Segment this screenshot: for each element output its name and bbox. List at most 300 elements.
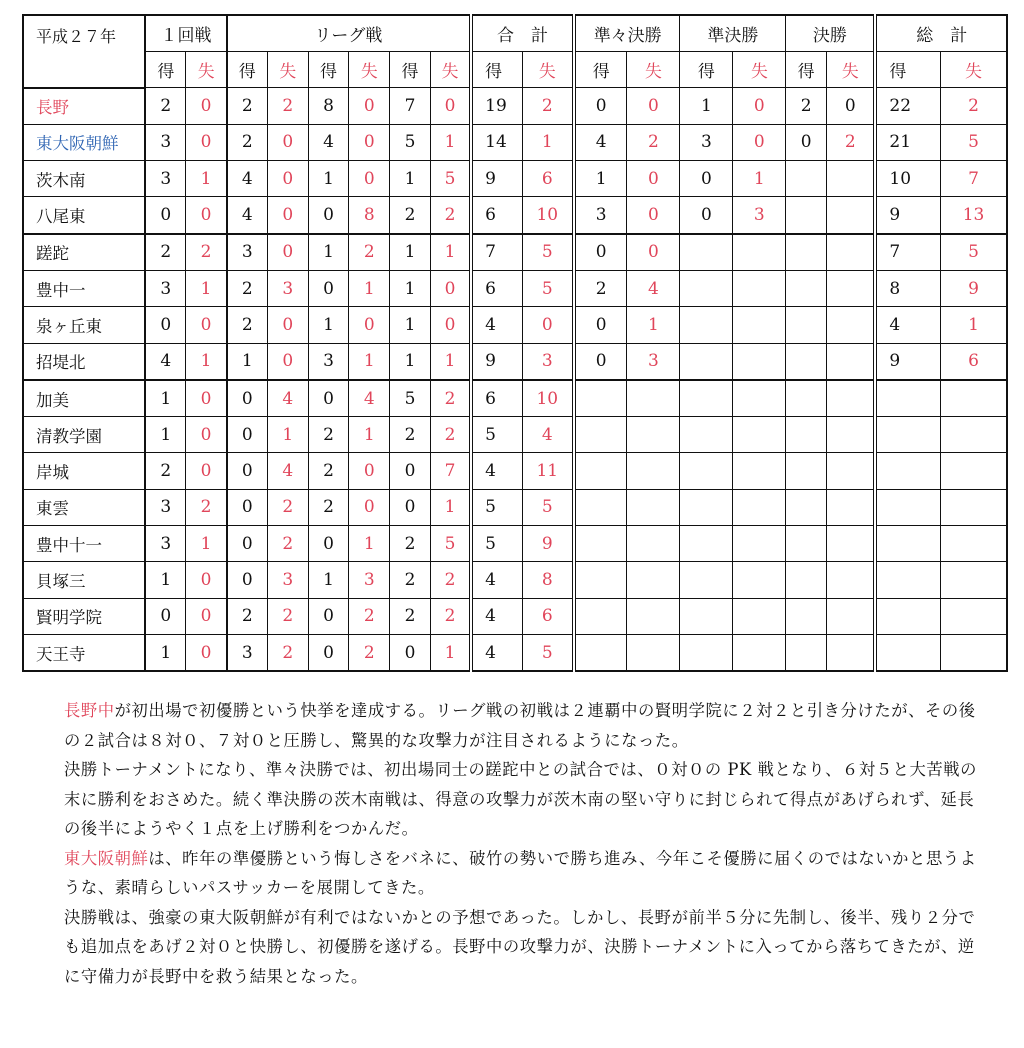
cell-l2-scored: 2 [308,453,349,489]
cell-f-conceded [827,343,876,380]
cell-total-conceded: 7 [941,161,1007,197]
cell-sf-conceded [733,417,786,453]
cell-l2-conceded: 4 [349,380,390,417]
paragraph-text: 決勝トーナメントになり、準々決勝では、初出場同士の蹉跎中との試合では、０対０の PK 戦となり、６対５と大苦戦の末に勝利をおさめた。続く準決勝の茨木南戦は、得意の攻撃力が茨木南の堅い守りに封じられて得点があげられず、延長の後半にようやく１点を上げ勝利をつかんだ。 [64,760,978,838]
sub-header-row [23,52,1007,88]
cell-total-scored: 4 [875,307,940,343]
results-table-container [22,14,1008,672]
cell-qf-scored: 0 [574,234,627,271]
cell-sub-conceded: 5 [522,234,574,271]
cell-sub-scored: 4 [471,453,522,489]
cell-l3-conceded: 1 [430,489,471,525]
cell-f-scored [786,489,827,525]
highlighted-team: 長野中 [64,701,115,720]
cell-total-scored: 22 [875,88,940,125]
team-name: 清教学園 [23,417,145,453]
cell-f-scored [786,270,827,306]
cell-sub-conceded: 8 [522,562,574,598]
cell-total-scored: 9 [875,197,940,234]
cell-r1-scored: 1 [145,380,186,417]
cell-qf-scored [574,453,627,489]
cell-qf-scored [574,562,627,598]
commentary-paragraph [64,903,984,992]
cell-sf-scored [680,270,733,306]
cell-r1-conceded: 0 [186,598,227,634]
cell-f-conceded: 0 [827,88,876,125]
cell-l1-conceded: 0 [267,161,308,197]
cell-l1-scored: 2 [227,307,268,343]
cell-r1-scored: 1 [145,562,186,598]
cell-l3-conceded: 5 [430,161,471,197]
cell-l2-conceded: 0 [349,124,390,160]
paragraph-text: 決勝戦は、強豪の東大阪朝鮮が有利ではないかとの予想であった。しかし、長野が前半５分に先制し、後半、残り２分でも追加点をあげ２対０と快勝し、初優勝を遂げる。長野中の攻撃力が、決勝トーナメントに入ってから落ちてきたが、逆に守備力が長野中を救う結果となった。 [64,907,976,986]
sub-header-l3-scored: 得 [390,52,431,88]
cell-l1-scored: 2 [227,88,268,125]
cell-sub-conceded: 5 [522,634,574,671]
cell-total-conceded [941,380,1007,417]
cell-sub-conceded: 0 [522,307,574,343]
cell-qf-scored [574,526,627,562]
cell-l2-conceded: 0 [349,307,390,343]
cell-l3-conceded: 0 [430,270,471,306]
cell-total-conceded: 2 [941,88,1007,125]
cell-f-scored [786,197,827,234]
cell-qf-scored: 1 [574,161,627,197]
cell-f-scored [786,634,827,671]
cell-l3-scored: 0 [390,489,431,525]
cell-sf-conceded [733,343,786,380]
table-row [23,161,1007,197]
cell-total-conceded [941,562,1007,598]
cell-sf-scored [680,489,733,525]
sub-header-l3-conceded: 失 [430,52,471,88]
cell-total-conceded: 5 [941,124,1007,160]
cell-sub-conceded: 3 [522,343,574,380]
cell-sf-conceded [733,489,786,525]
cell-total-conceded [941,634,1007,671]
cell-qf-conceded: 4 [627,270,680,306]
cell-l1-scored: 0 [227,380,268,417]
cell-r1-scored: 3 [145,124,186,160]
cell-sf-scored [680,234,733,271]
cell-sf-scored [680,307,733,343]
table-row [23,307,1007,343]
cell-total-conceded [941,453,1007,489]
table-row [23,197,1007,234]
cell-l3-conceded: 1 [430,124,471,160]
cell-l2-scored: 0 [308,526,349,562]
cell-sf-conceded [733,234,786,271]
header-grand-total: 総 計 [875,15,1007,52]
cell-l3-scored: 1 [390,270,431,306]
cell-qf-scored [574,417,627,453]
cell-sf-scored: 1 [680,88,733,125]
cell-f-scored: 0 [786,124,827,160]
cell-sf-scored [680,453,733,489]
table-row [23,234,1007,271]
cell-sub-scored: 9 [471,161,522,197]
commentary-paragraph [64,844,984,903]
cell-f-scored [786,598,827,634]
cell-l3-conceded: 2 [430,380,471,417]
cell-total-scored: 10 [875,161,940,197]
cell-l1-conceded: 2 [267,88,308,125]
cell-r1-scored: 3 [145,270,186,306]
cell-f-conceded [827,197,876,234]
cell-l1-conceded: 0 [267,343,308,380]
cell-l3-conceded: 1 [430,634,471,671]
cell-l2-scored: 0 [308,380,349,417]
cell-r1-conceded: 1 [186,161,227,197]
cell-qf-conceded [627,489,680,525]
cell-f-scored [786,161,827,197]
table-row [23,417,1007,453]
cell-l1-conceded: 3 [267,562,308,598]
cell-sub-conceded: 5 [522,489,574,525]
cell-l1-conceded: 4 [267,453,308,489]
cell-l3-conceded: 1 [430,234,471,271]
header-subtotal: 合 計 [471,15,574,52]
table-row [23,343,1007,380]
cell-l3-conceded: 0 [430,88,471,125]
team-name: 長野 [23,88,145,125]
table-row [23,526,1007,562]
cell-qf-conceded [627,634,680,671]
cell-l1-scored: 2 [227,270,268,306]
cell-sub-conceded: 6 [522,161,574,197]
cell-f-scored [786,417,827,453]
cell-f-conceded [827,161,876,197]
cell-qf-scored: 2 [574,270,627,306]
cell-sub-conceded: 10 [522,197,574,234]
cell-l1-scored: 2 [227,124,268,160]
cell-f-scored: 2 [786,88,827,125]
cell-sub-scored: 7 [471,234,522,271]
cell-total-scored [875,526,940,562]
cell-total-conceded [941,417,1007,453]
cell-qf-conceded: 0 [627,197,680,234]
cell-total-scored: 7 [875,234,940,271]
cell-f-conceded [827,270,876,306]
team-name: 茨木南 [23,161,145,197]
cell-l1-conceded: 2 [267,598,308,634]
cell-l2-scored: 0 [308,598,349,634]
cell-l3-scored: 2 [390,562,431,598]
cell-total-conceded [941,598,1007,634]
cell-l2-conceded: 0 [349,453,390,489]
cell-r1-conceded: 2 [186,489,227,525]
cell-sub-scored: 6 [471,270,522,306]
cell-total-conceded: 6 [941,343,1007,380]
paragraph-text: が初出場で初優勝という快挙を達成する。リーグ戦の初戦は２連覇中の賢明学院に２対２と引き分けたが、その後の２試合は８対０、７対０と圧勝し、驚異的な攻撃力が注目されるようになった。 [64,701,976,750]
cell-sf-scored: 0 [680,197,733,234]
team-name: 天王寺 [23,634,145,671]
cell-sf-scored [680,343,733,380]
results-body [23,88,1007,672]
cell-sf-scored: 0 [680,161,733,197]
sub-header-sub-conceded: 失 [522,52,574,88]
cell-sub-conceded: 4 [522,417,574,453]
cell-l2-conceded: 3 [349,562,390,598]
cell-r1-conceded: 0 [186,453,227,489]
cell-l3-scored: 1 [390,307,431,343]
cell-l2-conceded: 2 [349,234,390,271]
team-name: 招堤北 [23,343,145,380]
cell-r1-scored: 0 [145,307,186,343]
cell-r1-conceded: 2 [186,234,227,271]
cell-l2-scored: 0 [308,634,349,671]
cell-qf-conceded [627,417,680,453]
cell-l1-scored: 0 [227,489,268,525]
cell-sub-conceded: 10 [522,380,574,417]
sub-header-sub-scored: 得 [471,52,522,88]
cell-total-conceded: 13 [941,197,1007,234]
cell-sub-scored: 4 [471,307,522,343]
cell-r1-conceded: 0 [186,634,227,671]
table-row [23,598,1007,634]
sub-header-l2-scored: 得 [308,52,349,88]
cell-l1-scored: 2 [227,598,268,634]
cell-qf-scored [574,489,627,525]
cell-l2-conceded: 1 [349,343,390,380]
cell-l3-scored: 1 [390,343,431,380]
cell-l2-scored: 4 [308,124,349,160]
team-name: 東雲 [23,489,145,525]
cell-l3-scored: 2 [390,417,431,453]
cell-l1-conceded: 0 [267,197,308,234]
header-final: 決勝 [786,15,876,52]
cell-r1-conceded: 0 [186,307,227,343]
team-name: 蹉跎 [23,234,145,271]
cell-r1-scored: 3 [145,489,186,525]
cell-qf-conceded [627,453,680,489]
cell-f-conceded [827,307,876,343]
cell-sub-scored: 5 [471,526,522,562]
cell-l1-scored: 0 [227,453,268,489]
header-semifinal: 準決勝 [680,15,786,52]
cell-f-scored [786,234,827,271]
cell-sf-scored: 3 [680,124,733,160]
cell-f-conceded [827,417,876,453]
cell-l2-scored: 3 [308,343,349,380]
cell-sub-scored: 6 [471,197,522,234]
cell-sub-scored: 6 [471,380,522,417]
cell-r1-scored: 3 [145,526,186,562]
cell-r1-scored: 0 [145,598,186,634]
cell-f-conceded [827,453,876,489]
cell-r1-scored: 1 [145,417,186,453]
cell-l2-scored: 1 [308,307,349,343]
cell-sf-scored [680,598,733,634]
table-row [23,562,1007,598]
cell-l1-scored: 0 [227,562,268,598]
sub-header-qf-scored: 得 [574,52,627,88]
cell-total-scored [875,417,940,453]
cell-qf-conceded [627,380,680,417]
cell-total-scored [875,489,940,525]
cell-l2-scored: 2 [308,489,349,525]
cell-total-scored [875,562,940,598]
cell-total-scored: 9 [875,343,940,380]
sub-header-sf-conceded: 失 [733,52,786,88]
cell-qf-conceded: 3 [627,343,680,380]
cell-sf-conceded: 0 [733,124,786,160]
cell-l1-conceded: 2 [267,634,308,671]
cell-f-conceded [827,526,876,562]
cell-l2-conceded: 2 [349,634,390,671]
cell-r1-scored: 2 [145,88,186,125]
sub-header-f-scored: 得 [786,52,827,88]
team-name: 貝塚三 [23,562,145,598]
cell-qf-scored: 4 [574,124,627,160]
cell-l1-scored: 4 [227,197,268,234]
cell-r1-scored: 3 [145,161,186,197]
cell-f-conceded [827,598,876,634]
cell-qf-conceded: 0 [627,234,680,271]
cell-total-conceded [941,526,1007,562]
team-name: 加美 [23,380,145,417]
cell-sub-conceded: 1 [522,124,574,160]
cell-l1-conceded: 3 [267,270,308,306]
cell-r1-scored: 2 [145,234,186,271]
sub-header-sf-scored: 得 [680,52,733,88]
cell-l3-scored: 0 [390,634,431,671]
cell-sf-scored [680,634,733,671]
cell-total-conceded [941,489,1007,525]
cell-f-conceded [827,234,876,271]
cell-sub-scored: 5 [471,489,522,525]
cell-f-scored [786,453,827,489]
commentary [64,696,984,991]
cell-l3-conceded: 1 [430,343,471,380]
cell-l3-conceded: 5 [430,526,471,562]
cell-f-scored [786,343,827,380]
cell-l2-scored: 2 [308,417,349,453]
paragraph-text: は、昨年の準優勝という悔しさをバネに、破竹の勢いで勝ち進み、今年こそ優勝に届くのではないかと思うような、素晴らしいパスサッカーを展開してきた。 [64,848,977,897]
cell-qf-conceded: 2 [627,124,680,160]
cell-r1-conceded: 0 [186,417,227,453]
cell-sf-scored [680,417,733,453]
cell-l3-conceded: 0 [430,307,471,343]
cell-total-conceded: 9 [941,270,1007,306]
cell-sf-conceded [733,634,786,671]
cell-r1-scored: 1 [145,634,186,671]
cell-sub-scored: 4 [471,562,522,598]
cell-sf-conceded: 0 [733,88,786,125]
commentary-paragraph [64,755,984,844]
cell-sub-scored: 9 [471,343,522,380]
cell-sf-conceded: 1 [733,161,786,197]
cell-sub-scored: 4 [471,598,522,634]
cell-f-conceded [827,380,876,417]
cell-qf-scored: 3 [574,197,627,234]
cell-total-conceded: 1 [941,307,1007,343]
cell-l3-scored: 0 [390,453,431,489]
cell-l3-conceded: 2 [430,562,471,598]
header-league: リーグ戦 [227,15,471,52]
cell-total-conceded: 5 [941,234,1007,271]
cell-total-scored [875,598,940,634]
cell-total-scored: 8 [875,270,940,306]
cell-r1-conceded: 1 [186,526,227,562]
cell-qf-scored [574,598,627,634]
cell-l1-conceded: 0 [267,234,308,271]
cell-qf-conceded [627,598,680,634]
highlighted-team: 東大阪朝鮮 [64,848,149,868]
team-name: 豊中一 [23,270,145,306]
cell-l2-conceded: 0 [349,161,390,197]
cell-r1-conceded: 0 [186,88,227,125]
cell-l2-scored: 0 [308,270,349,306]
cell-l2-scored: 8 [308,88,349,125]
cell-l3-conceded: 2 [430,197,471,234]
cell-sf-conceded [733,598,786,634]
cell-l2-conceded: 1 [349,270,390,306]
cell-sf-scored [680,562,733,598]
cell-l3-scored: 5 [390,124,431,160]
cell-f-conceded: 2 [827,124,876,160]
cell-sub-scored: 14 [471,124,522,160]
table-row [23,124,1007,160]
cell-sub-conceded: 11 [522,453,574,489]
cell-sf-conceded [733,307,786,343]
table-row [23,88,1007,125]
cell-r1-scored: 4 [145,343,186,380]
cell-l3-conceded: 7 [430,453,471,489]
cell-f-scored [786,307,827,343]
results-table [22,14,1008,672]
sub-header-l1-conceded: 失 [267,52,308,88]
cell-qf-conceded [627,562,680,598]
cell-l3-scored: 1 [390,234,431,271]
cell-r1-conceded: 0 [186,380,227,417]
table-row [23,489,1007,525]
cell-l2-scored: 1 [308,234,349,271]
cell-l2-conceded: 0 [349,88,390,125]
cell-l3-conceded: 2 [430,598,471,634]
table-row [23,453,1007,489]
cell-r1-conceded: 1 [186,270,227,306]
cell-f-scored [786,380,827,417]
sub-header-total-scored: 得 [875,52,940,88]
sub-header-l1-scored: 得 [227,52,268,88]
team-name: 東大阪朝鮮 [23,124,145,160]
cell-f-scored [786,526,827,562]
cell-sf-scored [680,380,733,417]
cell-sf-conceded [733,380,786,417]
cell-qf-conceded: 0 [627,161,680,197]
cell-sub-conceded: 9 [522,526,574,562]
cell-l2-scored: 1 [308,161,349,197]
year-label: 平成２７年 [23,15,145,88]
cell-qf-conceded [627,526,680,562]
cell-r1-conceded: 0 [186,197,227,234]
sub-header-f-conceded: 失 [827,52,876,88]
cell-qf-conceded: 0 [627,88,680,125]
cell-l2-conceded: 1 [349,526,390,562]
cell-l2-conceded: 1 [349,417,390,453]
cell-sub-conceded: 5 [522,270,574,306]
cell-total-scored [875,380,940,417]
commentary-paragraph [64,696,984,755]
sub-header-r1-scored: 得 [145,52,186,88]
sub-header-r1-conceded: 失 [186,52,227,88]
cell-qf-conceded: 1 [627,307,680,343]
cell-total-scored [875,453,940,489]
team-name: 岸城 [23,453,145,489]
cell-l3-scored: 2 [390,526,431,562]
team-name: 泉ヶ丘東 [23,307,145,343]
